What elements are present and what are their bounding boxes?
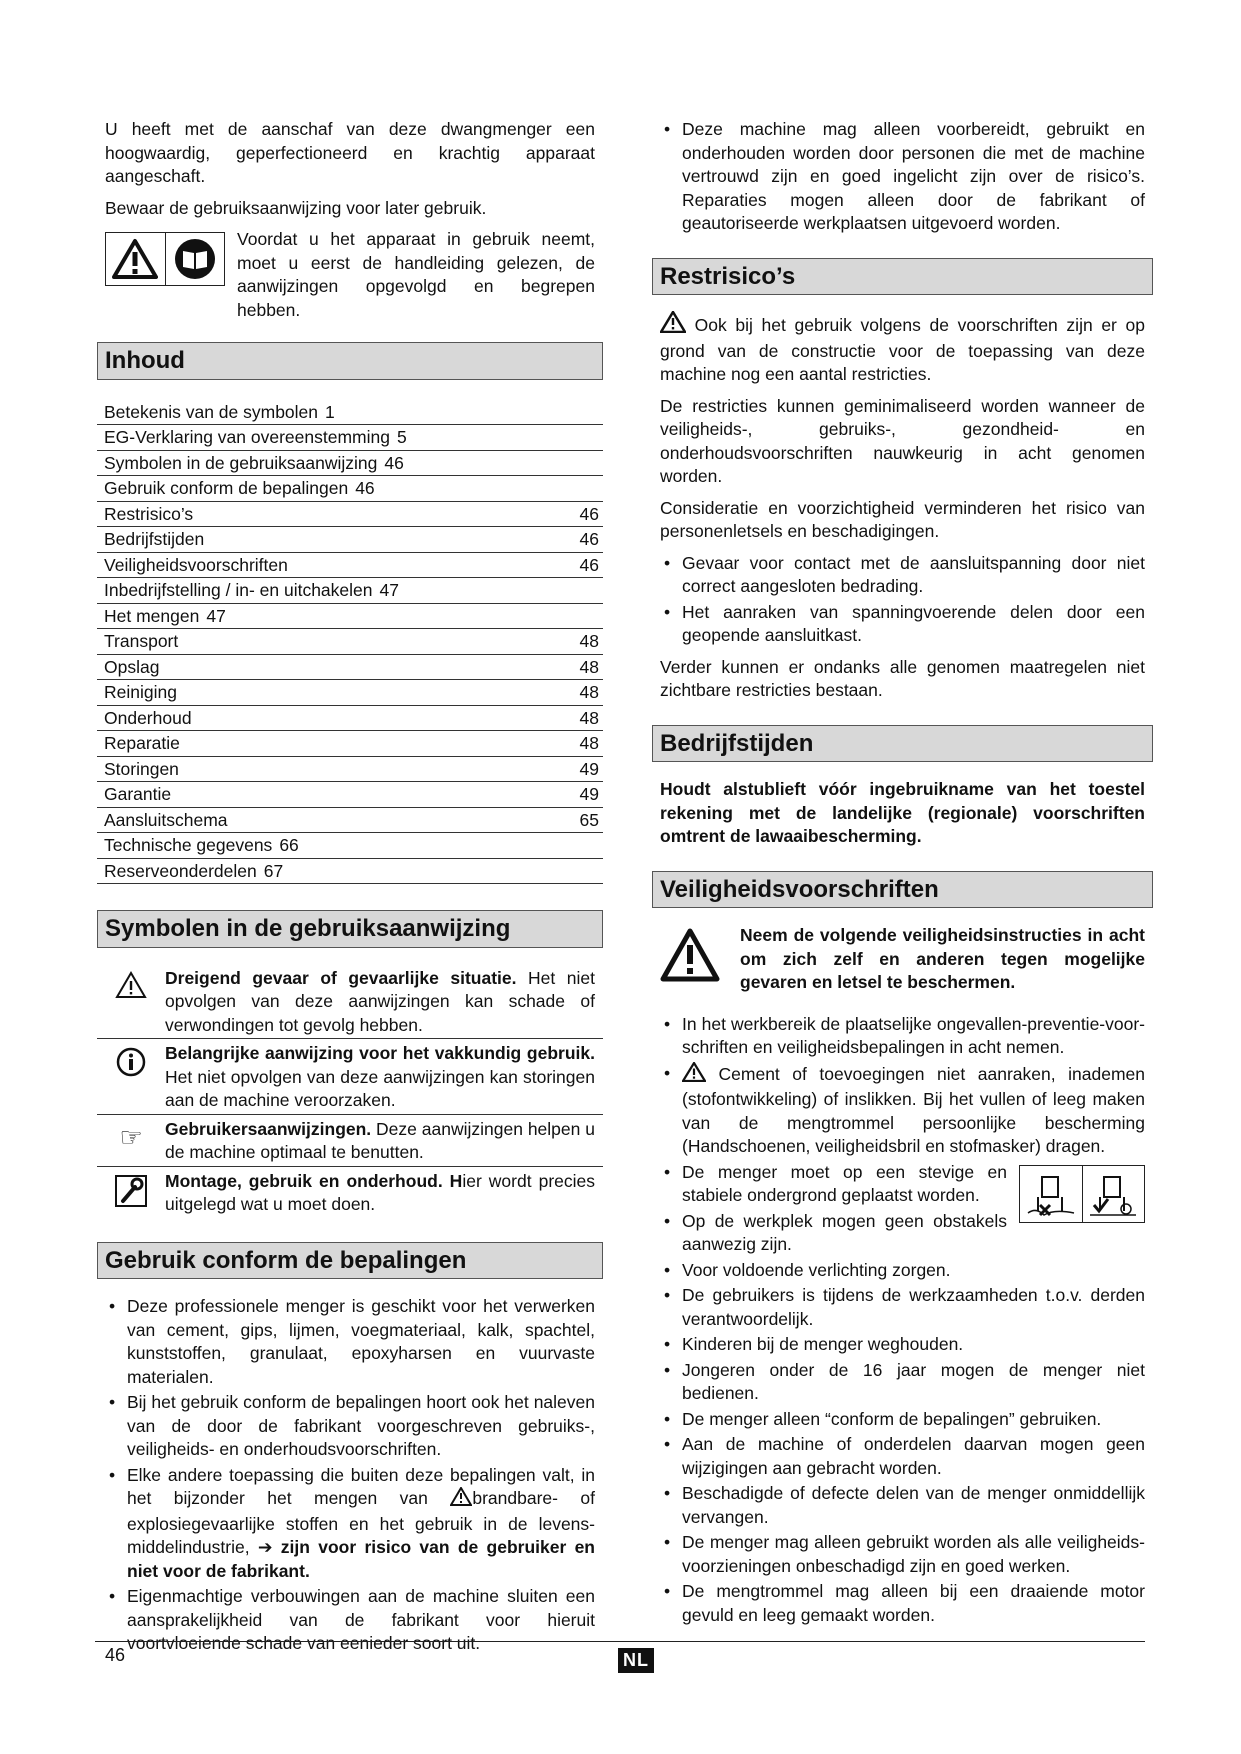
toc-label-group <box>104 859 283 884</box>
symbol-bold-3: Gebruikersaanwijzingen. <box>165 1118 372 1139</box>
toc-label-group <box>104 833 299 858</box>
toc-label: Storingen <box>104 758 179 779</box>
toc-page-number: 47 <box>379 580 399 600</box>
toc-row <box>97 706 603 732</box>
footer-divider <box>95 1641 1145 1642</box>
list-item: • Het aanraken van spanningvoerende delen door een geopende aansluitkast. <box>660 601 1145 648</box>
symbol-row-danger <box>97 964 603 1040</box>
toc-label: EG-Verklaring van overeenstemming <box>104 427 390 447</box>
toc-row <box>97 655 603 681</box>
heading-bedrijfstijden: Bedrijfstijden <box>652 725 1153 763</box>
toc-label: Technische gegevens <box>104 835 273 855</box>
toc-page-number: 48 <box>579 656 599 677</box>
toc-row <box>97 578 603 604</box>
toc-row <box>97 757 603 783</box>
toc-page-number: 46 <box>355 478 375 498</box>
intro-paragraph-2: Bewaar de gebruiksaanwijzing voor later gebruik. <box>105 197 487 218</box>
list-item: • De gebruikers is tijdens de werkzaamheden t.o.v. derden verantwoordelijk. <box>660 1284 1145 1331</box>
toc-page-number: 5 <box>396 427 407 447</box>
toc-label-group <box>104 578 399 603</box>
toc-label: Garantie <box>104 784 172 804</box>
list-item: • Voor voldoende verlichting zorgen. <box>660 1259 1145 1283</box>
toc-label-group <box>104 502 193 527</box>
list-item: • Bij het gebruik conform de bepalingen hoort ook het naleven van de door de fabrikant voorgeschreven gebruiks-, veiligheids- en onderhoudsvoorschriften. <box>105 1391 595 1462</box>
toc-page-number: 67 <box>263 860 284 881</box>
page-number: 46 <box>105 1645 126 1665</box>
toc-label-group <box>104 680 177 705</box>
toc-label: Reiniging <box>104 682 177 702</box>
toc-row <box>97 400 603 426</box>
toc-label-group <box>104 476 375 501</box>
toc-page-number: 46 <box>579 503 599 524</box>
table-of-contents <box>97 400 603 885</box>
toc-page-number: 65 <box>579 809 599 830</box>
info-icon <box>97 1042 165 1113</box>
toc-label-group <box>104 553 288 578</box>
gebruik-b3-part-b: brandbare- of explosiegevaarlijke stoffen en het gebruik in de levens-middelindustrie, <box>127 1488 595 1557</box>
list-item: • De menger mag alleen gebruikt worden als alle veiligheids-voorzieningen onbeschadigd zijn en goed werken. <box>660 1531 1145 1578</box>
toc-row <box>97 451 603 477</box>
toc-label: Symbolen in de gebruiksaanwijzing <box>104 452 378 473</box>
warning-triangle-icon <box>660 924 740 995</box>
right-column <box>660 118 1145 1629</box>
intro-right-list <box>660 118 1145 236</box>
warning-triangle-icon <box>106 233 165 285</box>
toc-label: Aansluitschema <box>104 809 228 830</box>
toc-page-number: 1 <box>325 401 335 422</box>
toc-row <box>97 782 603 808</box>
toc-row <box>97 859 603 885</box>
toc-label-group <box>104 808 228 833</box>
pointing-hand-icon: ☞ <box>119 1121 143 1152</box>
toc-label: Transport <box>104 631 179 651</box>
toc-label: Onderhoud <box>104 707 192 728</box>
toc-page-number: 46 <box>384 452 404 473</box>
read-manual-notice <box>105 228 595 322</box>
toc-page-number: 48 <box>579 682 599 702</box>
toc-row <box>97 680 603 706</box>
bedrijfstijden-paragraph: Houdt alstublieft vóór ingebruikname van het toestel rekening met de landelijke (regionale) voorschriften omtrent de lawaaibescherming. <box>660 779 1145 846</box>
toc-row <box>97 833 603 859</box>
list-item: • Deze machine mag alleen voorbereidt, gebruikt en onderhouden worden door personen die met de machine vertrouwd zijn en goed ingelicht zijn over de risico’s. Reparaties mogen alleen door de fabrikant of geautoriseerde werkplaatsen uitgevoerd worden. <box>660 118 1145 236</box>
toc-page-number: 46 <box>579 554 599 575</box>
toc-label: Gebruik conform de bepalingen <box>104 478 349 498</box>
list-item: • Op de werkplek mogen geen obstakels aanwezig zijn. <box>660 1210 1145 1257</box>
toc-label: Inbedrijfstelling / in- en uitchakelen <box>104 580 373 600</box>
toc-page-number: 48 <box>579 631 599 651</box>
wrench-icon <box>97 1170 165 1217</box>
toc-label: Reparatie <box>104 733 180 753</box>
toc-label-group <box>104 451 404 476</box>
restrisico-paragraph-4: Verder kunnen er ondanks alle genomen maatregelen niet zichtbare restricties bestaan. <box>660 656 1145 700</box>
toc-label-group <box>104 425 407 450</box>
intro-paragraph-3: Voordat u het apparaat in gebruik neemt, moet u eerst de handleiding gelezen, de aanwijzingen opgevolgd en begrepen hebben. <box>237 229 595 320</box>
warning-triangle-icon <box>682 1062 706 1089</box>
symbol-row-mounting <box>97 1167 603 1218</box>
manual-book-icon <box>165 233 225 285</box>
warning-triangle-icon <box>97 967 165 1038</box>
heading-symbolen: Symbolen in de gebruiksaanwijzing <box>97 910 603 948</box>
heading-veiligheid: Veiligheidsvoorschriften <box>652 871 1153 909</box>
toc-page-number: 49 <box>579 758 599 779</box>
heading-gebruik: Gebruik conform de bepalingen <box>97 1242 603 1280</box>
list-item: • De mengtrommel mag alleen bij een draaiende motor gevuld en leeg gemaakt worden. <box>660 1580 1145 1627</box>
safety-list <box>660 1013 1145 1628</box>
symbol-row-info <box>97 1039 603 1115</box>
list-item: • Kinderen bij de menger weghouden. <box>660 1333 1145 1357</box>
arrow-icon: ➔ <box>257 1537 273 1557</box>
symbol-bold-1: Dreigend gevaar of gevaarlijke situatie. <box>165 967 517 988</box>
restrisico-paragraph-3: Consideratie en voorzichtigheid verminderen het risico van personenletsels en beschadigingen. <box>660 497 1145 541</box>
list-item: • De menger moet op een stevige en stabiele ondergrond geplaatst worden. <box>660 1161 1145 1208</box>
symbol-text-1: Het niet opvolgen van deze aanwijzingen kan schade of verwondingen tot gevolg hebben. <box>165 967 595 1035</box>
toc-label: Restrisico’s <box>104 503 194 524</box>
toc-page-number: 48 <box>579 707 599 728</box>
toc-page-number: 49 <box>579 784 599 804</box>
toc-page-number: 47 <box>206 605 226 626</box>
toc-label: Opslag <box>104 656 160 677</box>
toc-row <box>97 731 603 757</box>
symbol-row-user <box>97 1115 603 1167</box>
toc-page-number: 48 <box>579 733 599 753</box>
toc-row <box>97 604 603 630</box>
list-item: • De menger alleen “conform de bepalingen” gebruiken. <box>660 1408 1145 1432</box>
gebruik-list <box>105 1295 595 1656</box>
toc-row <box>97 808 603 834</box>
toc-label-group <box>104 604 226 629</box>
symbol-table <box>97 964 603 1218</box>
toc-label-group <box>104 706 192 731</box>
gebruik-b3-part-a: Elke andere toepassing die buiten deze bepalingen valt, in het bijzonder het mengen van <box>127 1464 595 1508</box>
toc-label: Betekenis van de symbolen <box>104 401 319 422</box>
toc-label-group <box>104 629 178 654</box>
heading-restrisico: Restrisico’s <box>652 258 1153 296</box>
list-item: • Aan de machine of onderdelen daarvan mogen geen wijzigingen aan gebracht worden. <box>660 1433 1145 1480</box>
left-column <box>104 118 599 1658</box>
symbol-bold-4: Montage, gebruik en onderhoud. H <box>165 1170 463 1191</box>
toc-row <box>97 553 603 579</box>
list-item <box>105 1464 595 1584</box>
safety-intro-text: Neem de volgende veiligheidsinstructies in acht om zich zelf en anderen tegen mogelijke gevaren en letsel te beschermen. <box>740 925 1145 992</box>
symbol-text-4: ier wordt precies uitgelegd wat u moet doen. <box>165 1170 595 1214</box>
restrisico-paragraph-1: Ook bij het gebruik volgens de voorschriften zijn er op grond van de constructie voor de toepassing van deze machine nog een aantal restricties. <box>660 311 1145 387</box>
intro-icon-box <box>105 232 225 286</box>
symbol-text-3: Deze aanwijzingen helpen u de machine optimaal te benutten. <box>165 1118 595 1162</box>
language-badge: NL <box>618 1648 654 1673</box>
list-item: • Beschadigde of defecte delen van de menger onmiddellijk vervangen. <box>660 1482 1145 1529</box>
toc-row <box>97 476 603 502</box>
warning-triangle-icon <box>660 311 686 340</box>
list-item: • Jongeren onder de 16 jaar mogen de menger niet bedienen. <box>660 1359 1145 1406</box>
toc-row <box>97 425 603 451</box>
toc-page-number: 66 <box>279 835 299 855</box>
toc-label-group <box>104 655 159 680</box>
toc-label: Reserveonderdelen <box>104 860 257 881</box>
list-item: • Gevaar voor contact met de aansluitspanning door niet correct aangesloten bedrading. <box>660 552 1145 599</box>
toc-row <box>97 629 603 655</box>
toc-label-group <box>104 527 204 552</box>
toc-label-group <box>104 782 171 807</box>
toc-label: Veiligheidsvoorschriften <box>104 554 288 575</box>
toc-label-group <box>104 757 179 782</box>
list-item: • Cement of toevoegingen niet aanraken, inademen (stofontwikkeling) of inslikken. Bij het vullen of leeg maken van de mengtrommel persoonlijke bescherming (Handschoenen, veiligheidsbril en stofmasker) dragen. <box>660 1062 1145 1159</box>
restrisico-paragraph-2: De restricties kunnen geminimaliseerd worden wanneer de veiligheids-, gebruiks-, gezondheid- en onderhoudsvoorschriften nauwkeurig in acht genomen worden. <box>660 395 1145 486</box>
toc-row <box>97 502 603 528</box>
intro-paragraph-1: U heeft met de aanschaf van deze dwangmenger een hoogwaardig, geperfectioneerd en krachtig apparaat aangeschaft. <box>105 119 595 186</box>
list-item: • Deze professionele menger is geschikt voor het verwerken van cement, gips, lijmen, voegmateriaal, kalk, spachtel, kunststoffen, granulaat, epoxyharsen en vuurvaste materialen. <box>105 1295 595 1389</box>
toc-label-group <box>104 400 335 425</box>
list-item: • Eigenmachtige verbouwingen aan de machine sluiten een aansprakelijkheid van de fabrikant voor hieruit voortvloeiende schade van eenieder soort uit. <box>105 1585 595 1656</box>
heading-inhoud: Inhoud <box>97 342 603 380</box>
symbol-text-2: Het niet opvolgen van deze aanwijzingen kan storingen aan de machine veroorzaken. <box>165 1066 595 1110</box>
gebruik-b3-bold: zijn voor risico van de gebruiker en niet voor de fabrikant. <box>127 1537 596 1581</box>
symbol-bold-2: Belangrijke aanwijzing voor het vakkundig gebruik. <box>165 1043 595 1063</box>
restrisico-list <box>660 552 1145 648</box>
toc-label: Bedrijfstijden <box>104 529 205 549</box>
list-item: • In het werkbereik de plaatselijke ongevallen-preventie-voor-schriften en veiligheidsbepalingen in acht nemen. <box>660 1013 1145 1060</box>
toc-page-number: 46 <box>579 529 599 549</box>
safety-intro <box>660 924 1145 995</box>
toc-label-group <box>104 731 180 756</box>
toc-row <box>97 527 603 553</box>
warning-triangle-icon <box>450 1487 472 1513</box>
toc-label: Het mengen <box>104 605 200 626</box>
